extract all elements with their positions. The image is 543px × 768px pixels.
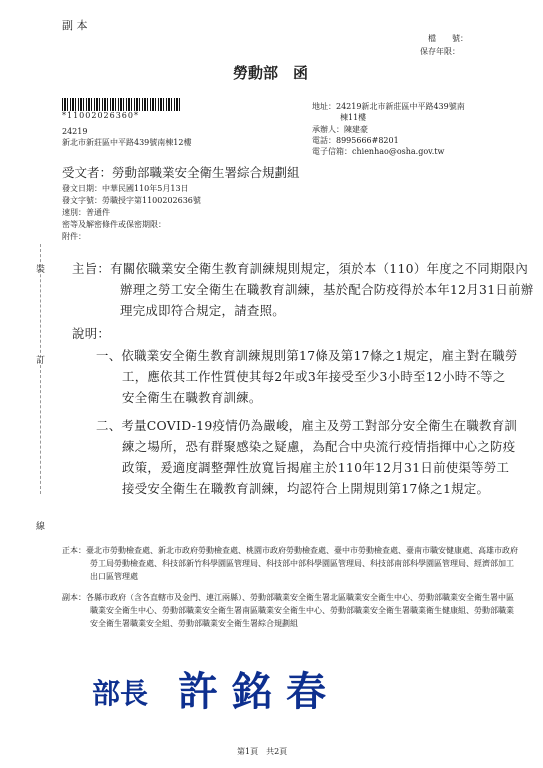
copy-mark: 副 本 xyxy=(62,19,88,32)
document-number: 發文字號：勞職授字第1100202636號 xyxy=(62,196,201,205)
contact-address-line1: 地址：24219新北市新莊區中平路439號南 xyxy=(312,102,465,111)
margin-mark-bind: 裝 xyxy=(36,265,46,275)
barcode-text: *11002026360* xyxy=(62,111,139,120)
document-title: 勞動部 函 xyxy=(233,64,309,82)
speed-class: 速別：普通件 xyxy=(62,208,110,217)
contact-person: 承辦人：陳建豪 xyxy=(312,125,368,134)
cc-main-list: 臺北市勞動檢查處、新北市政府勞動檢查處、桃園市政府勞動檢查處、臺中市勞動檢查處、臺南市職安健康處、高雄市政府勞工局勞動檢查處、科技部新竹科學園區管理局、科技部中部科學園區管理局、科技部南部科學園區管理局、經濟部加工出口區管理處 xyxy=(86,546,518,581)
explain-item-1: 一、依職業安全衛生教育訓練規則第17條及第17條之1規定，雇主對在職勞工，應依其工作性質使其每2年或3年接受至少3小時至12小時不等之安全衛生在職教育訓練。 xyxy=(96,348,518,405)
retention-label: 保存年限： xyxy=(420,47,460,56)
attachments: 附件： xyxy=(62,232,86,241)
cc-copy-label: 副本： xyxy=(62,593,86,602)
secrecy-level: 密等及解密條件或保密期限： xyxy=(62,220,166,229)
signature-name: 許銘春 xyxy=(178,669,340,715)
explain-item-2: 二、考量COVID-19疫情仍為嚴峻，雇主及勞工對部分安全衛生在職教育訓練之場所，恐有群聚感染之疑慮，為配合中央流行疫情指揮中心之防疫政策，爰適度調整彈性放寬旨揭雇主於110年12月31日前使渠等勞工接受安全衛生在職教育訓練，均認符合上開規則第17條之1規定。 xyxy=(96,418,518,496)
contact-email: 電子信箱：chienhao@osha.gov.tw xyxy=(312,147,445,156)
recipient-line: 受文者：勞動部職業安全衛生署綜合規劃組 xyxy=(62,165,300,180)
page-number: 第1頁 共2頁 xyxy=(237,747,288,756)
binding-line xyxy=(40,244,41,494)
file-number-label: 檔 號： xyxy=(428,34,468,43)
margin-mark-line: 線 xyxy=(36,522,46,532)
subject: 主旨：有關依職業安全衛生教育訓練規則規定，須於本（110）年度之不同期限內辦理之勞工安全衛生在職教育訓練，基於配合防疫得於本年12月31日前辦理完成即符合規定，請查照。 xyxy=(72,261,534,318)
signature-title: 部長 xyxy=(92,677,149,710)
margin-mark-staple: 訂 xyxy=(36,356,46,366)
cc-main xyxy=(62,544,520,583)
recipient-address: 新北市新莊區中平路439號南棟12樓 xyxy=(62,138,192,147)
contact-address-line2: 棟11樓 xyxy=(340,113,367,122)
cc-main-label: 正本： xyxy=(62,546,86,555)
issue-date: 發文日期：中華民國110年5月13日 xyxy=(62,184,189,193)
explain-label: 說明： xyxy=(72,326,111,341)
recipient-zip: 24219 xyxy=(62,127,88,136)
cc-copy-list: 各縣市政府（含各直轄市及金門、連江兩縣）、勞動部職業安全衛生署北區職業安全衛生中心、勞動部職業安全衛生署中區職業安全衛生中心、勞動部職業安全衛生署南區職業安全衛生中心、勞動部職業安全衛生署職業衛生健康組、勞動部職業安全衛生署職業安全組、勞動部職業安全衛生署綜合規劃組 xyxy=(86,593,514,628)
cc-copy xyxy=(62,591,520,630)
contact-phone: 電話：8995666#8201 xyxy=(312,136,399,145)
